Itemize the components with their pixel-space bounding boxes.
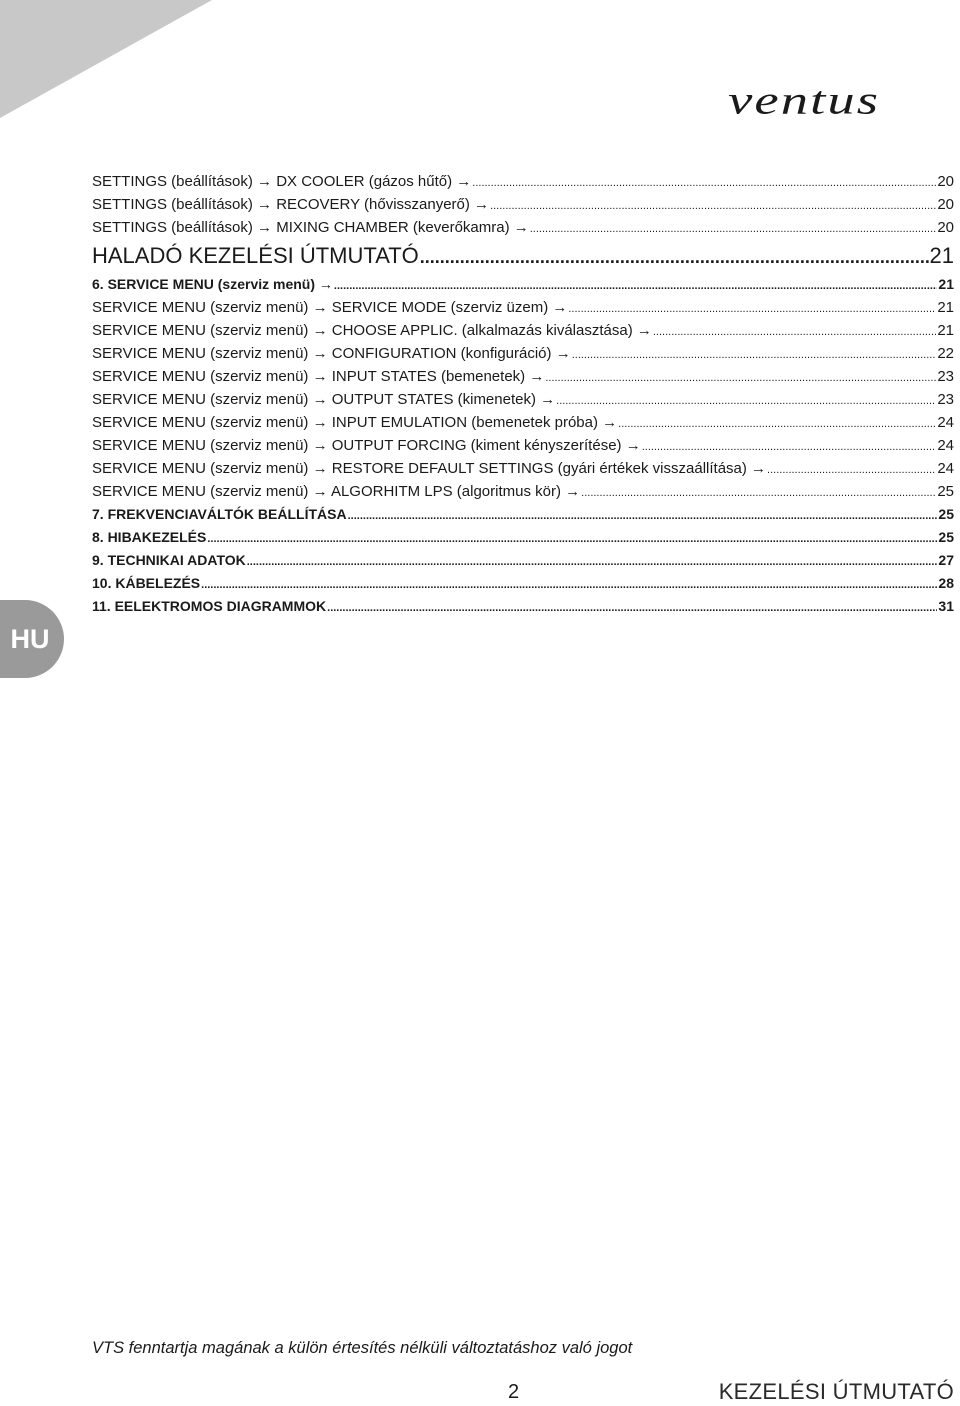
toc-dot-leader — [420, 240, 929, 274]
toc-entry-title: SERVICE MENU (szerviz menü) → OUTPUT STATES (kimenetek) → — [92, 391, 556, 408]
toc-entry[interactable] — [92, 526, 954, 549]
toc-dot-leader — [572, 344, 937, 367]
toc-page-number: 21 — [929, 243, 954, 268]
toc-page-number: 21 — [938, 276, 954, 292]
footer-disclaimer: VTS fenntartja magának a külön értesítés nélküli változtatáshoz való jogot — [92, 1339, 633, 1357]
toc-entry[interactable] — [92, 595, 954, 618]
toc-dot-leader — [334, 275, 938, 298]
toc-entry-title: 10. KÁBELEZÉS — [92, 575, 201, 591]
toc-page-number: 21 — [937, 299, 954, 316]
language-tab — [0, 600, 64, 678]
toc-page-number: 24 — [937, 437, 954, 454]
document-title: KEZELÉSI ÚTMUTATÓ — [718, 1379, 954, 1404]
table-of-contents — [92, 170, 954, 618]
toc-dot-leader — [472, 172, 936, 195]
toc-page-number: 23 — [937, 368, 954, 385]
toc-entry-title: SERVICE MENU (szerviz menü) → RESTORE DEFAULT SETTINGS (gyári értékek visszaállítása) → — [92, 460, 767, 477]
toc-entry-title: SERVICE MENU (szerviz menü) → CONFIGURATION (konfiguráció) → — [92, 345, 571, 362]
toc-dot-leader — [207, 528, 937, 551]
toc-entry[interactable] — [92, 193, 954, 216]
toc-dot-leader — [247, 551, 938, 574]
toc-entry-title: SETTINGS (beállítások) → MIXING CHAMBER (keverőkamra) → — [92, 219, 529, 236]
toc-entry[interactable] — [92, 434, 954, 457]
toc-page-number: 25 — [938, 506, 954, 522]
toc-dot-leader — [568, 298, 936, 321]
toc-page-number: 31 — [938, 598, 954, 614]
toc-dot-leader — [545, 367, 936, 390]
toc-entry-title: SETTINGS (beállítások) → DX COOLER (gázos hűtő) → — [92, 173, 472, 190]
toc-entry-title: SERVICE MENU (szerviz menü) → SERVICE MODE (szerviz üzem) → — [92, 299, 568, 316]
toc-entry[interactable] — [92, 342, 954, 365]
toc-page-number: 20 — [937, 219, 954, 236]
toc-entry[interactable] — [92, 480, 954, 503]
toc-entry-title: 7. FREKVENCIAVÁLTÓK BEÁLLÍTÁSA — [92, 506, 347, 522]
ventus-logo-graphic — [726, 72, 956, 124]
toc-entry-title: SERVICE MENU (szerviz menü) → ALGORHITM LPS (algoritmus kör) → — [92, 483, 581, 500]
toc-page-number: 25 — [937, 483, 954, 500]
toc-entry-title: 11. EELEKTROMOS DIAGRAMMOK — [92, 598, 327, 614]
toc-dot-leader — [618, 413, 936, 436]
toc-entry-title: 6. SERVICE MENU (szerviz menü) → — [92, 276, 333, 292]
toc-dot-leader — [581, 482, 936, 505]
toc-dot-leader — [490, 195, 936, 218]
toc-entry[interactable] — [92, 216, 954, 239]
toc-page-number: 27 — [938, 552, 954, 568]
toc-page-number: 22 — [937, 345, 954, 362]
toc-entry-title: SETTINGS (beállítások) → RECOVERY (hővisszanyerő) → — [92, 196, 490, 213]
toc-entry-title: HALADÓ KEZELÉSI ÚTMUTATÓ — [92, 243, 419, 268]
toc-entry[interactable] — [92, 319, 954, 342]
svg-text:ventus: ventus — [728, 77, 881, 123]
toc-page-number: 20 — [937, 196, 954, 213]
toc-entry[interactable] — [92, 365, 954, 388]
toc-entry[interactable] — [92, 388, 954, 411]
toc-entry[interactable] — [92, 572, 954, 595]
toc-dot-leader — [327, 597, 937, 620]
toc-dot-leader — [642, 436, 937, 459]
toc-entry[interactable] — [92, 457, 954, 480]
toc-dot-leader — [348, 505, 938, 528]
toc-dot-leader — [767, 459, 936, 482]
toc-entry-title: SERVICE MENU (szerviz menü) → INPUT STATES (bemenetek) → — [92, 368, 545, 385]
language-tab-label: HU — [10, 623, 50, 654]
toc-dot-leader — [530, 218, 937, 241]
toc-page-number: 24 — [937, 460, 954, 477]
toc-page-number: 20 — [937, 173, 954, 190]
toc-entry[interactable] — [92, 296, 954, 319]
toc-page-number: 23 — [937, 391, 954, 408]
toc-entry-title: SERVICE MENU (szerviz menü) → INPUT EMULATION (bemenetek próba) → — [92, 414, 618, 431]
toc-entry[interactable] — [92, 503, 954, 526]
toc-dot-leader — [653, 321, 936, 344]
ventus-logo — [726, 72, 956, 124]
toc-entry-title: SERVICE MENU (szerviz menü) → CHOOSE APPLIC. (alkalmazás kiválasztása) → — [92, 322, 652, 339]
toc-entry[interactable] — [92, 273, 954, 296]
toc-page-number: 25 — [938, 529, 954, 545]
toc-entry[interactable] — [92, 549, 954, 572]
corner-decoration — [0, 0, 220, 130]
page-number: 2 — [508, 1381, 520, 1403]
toc-dot-leader — [556, 390, 936, 413]
toc-section-heading[interactable] — [92, 239, 954, 273]
toc-entry[interactable] — [92, 170, 954, 193]
toc-entry-title: SERVICE MENU (szerviz menü) → OUTPUT FORCING (kiment kényszerítése) → — [92, 437, 641, 454]
toc-page-number: 24 — [937, 414, 954, 431]
toc-page-number: 28 — [938, 575, 954, 591]
toc-page-number: 21 — [937, 322, 954, 339]
toc-entry[interactable] — [92, 411, 954, 434]
toc-entry-title: 9. TECHNIKAI ADATOK — [92, 552, 246, 568]
toc-dot-leader — [201, 574, 937, 597]
toc-entry-title: 8. HIBAKEZELÉS — [92, 529, 207, 545]
